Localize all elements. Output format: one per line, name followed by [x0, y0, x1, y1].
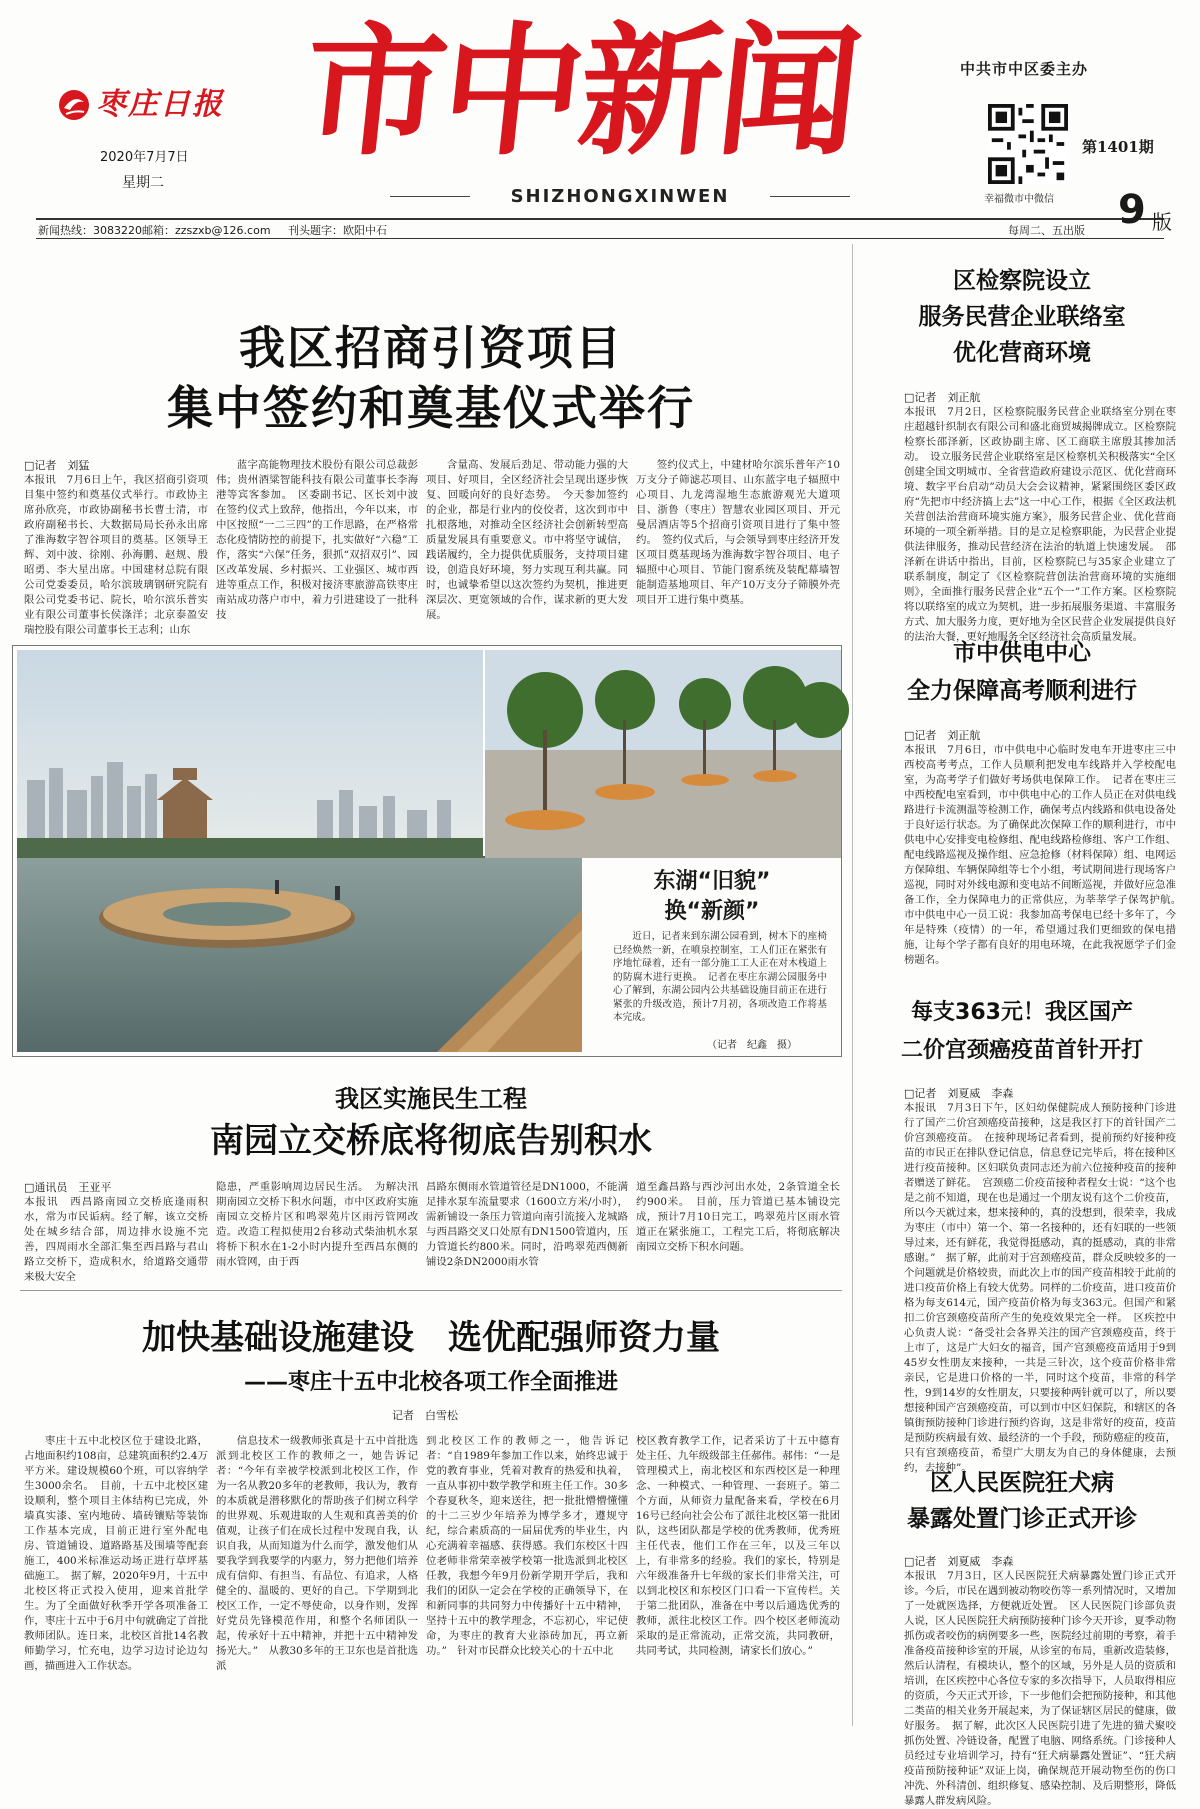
photo-headline-1: 东湖“旧貌” [653, 869, 771, 894]
vaccine-body [904, 1101, 1176, 1474]
rabies-body [904, 1569, 1176, 1807]
lead-col-4-text: 签约仪式上，中建材哈尔滨乐普年产10万支分子筛滤芯项目、山东蓝字电子辐照中心项目、九龙湾湿地生态旅游观光大道项目、浙鲁（枣庄）智慧农业园区项目、开元曼居酒店等5个招商引资项目进行了集中签约。 签约仪式后，与会领导到枣庄经济开发区项目奠基现场为淮海数字智谷项目、电子辐照中心项目、节能门窗系统及装配幕墙智能制造基地项目、年产10万支分子筛膜外壳项目开工进行集中奠基。 [636, 459, 840, 606]
livelihood-col-3 [426, 1180, 628, 1273]
livelihood-col-1-text: 本报讯 西昌路南园立交桥底逢雨积水，常为市民诟病。经了解，该立交桥处在城乡结合部，周边排水设施不完善，四周雨水全部汇集至西昌路与君山路立交桥下，造成积水，给道路交通带来极大安全 [24, 1196, 208, 1283]
proc-body [904, 405, 1176, 643]
secondary-photo-benches [483, 648, 839, 856]
lead-byline: □记者 刘猛 [24, 459, 90, 472]
rabies-body-text: 本报讯 7月3日，区人民医院狂犬病暴露处置门诊正式开诊。今后，市民在遇到被动物咬伤等一系列情况时，又增加了一处就医选择，方便就近处置。 区人民医院门诊部负责人说，区人民医院狂犬病预防接种门诊今天开诊，夏季动物抓伤或者咬伤的病例要多一些，医院经过前期的考察，着手准备疫苗接种诊室的开展，从诊室的布局，重新改造装修，然后认清程，有模块认，整个的区域，另外是人员的资质和培训，在区疾控中心各位专家的多次指导下，人员取得相应的资质，今天正式开诊，下一步他们会把预防接种，和其他二类苗的相关业务开展起来，为了保证辖区居民的健康，做好服务。 据了解，此次区人民医院引进了先进的猫犬聚咬抓伤处置、冷链设备，配置了电脑、网络系统。门诊接种人员经过专业培训学习，持有“狂犬病暴露处置证”、“狂犬病疫苗预防接种证”双证上岗，确保规范开展动物至伤的伤口冲洗、外科清创、组织修复、感染控制、及后期整形，降低暴露人群发病风险。 [904, 1570, 1176, 1807]
lead-story [20, 244, 842, 636]
school-story [20, 1296, 842, 1726]
proc-body-text: 本报讯 7月2日，区检察院服务民营企业联络室分别在枣庄超越针织制衣有限公司和盛北商贸城揭牌成立。区检察院检察长邵泽新，区政协副主席、区工商联主席殷其掺加活动。 设立服务民营企业联络室是区检察机关积极落实“全区创建全国文明城市、全省营造政府建设示范区、优化营商环境、数字平台启动”动员大会会议精神，紧紧围绕区委区政府“先把市中经济搞上去”这一中心工作，根据《全区政法机关营创法治营商环境实施方案》，服务民营企业、优化营商环境的一项全新举措。目的是立足检察职能，为民营企业提供法律服务，推动民营经济在法治的轨道上快速发展。 邵泽新在讲话中指出，目前，区检察院已与35家企业建立了联系制度，制定了《区检察院营创法治营商环境的实施细则》，全面推行服务民营企业“五个一”工作方案。区检察院将以联络室的成立为契机，进一步拓展服务渠道、丰富服务方式、加大服务力度，更好地为全区民营企业发展提供良好的法治大餐，更好地服务全区经济社会高质量发展。 [904, 406, 1176, 643]
proc-headline-3: 优化营商环境 [953, 340, 1091, 366]
school-col-1-text: 枣庄十五中北校区位于建设北路，占地面积约108亩，总建筑面积约2.4万平方米。建设规模60个班，可以容纳学生3000余名。 目前，十五中北校区建设顺利，整个项目主体结构已完成，外墙真实漆、室内地砖、墙砖镶贴等装饰工作基本完成，目前正进行室外配电房、管道铺设、道路路基及围墙等配套施工，400米标准运动场正进行草坪基础施工。 据了解，2020年9月，十五中北校区将正式投入使用，迎来首批学生。为了全面做好秋季开学各项准备工作，枣庄十五中于6月中旬就确定了首批教师团队。连日来，北校区首批14名教师勤学习，忙充电，边学习边讨论边勾画，描画进入工作状态。 [24, 1435, 208, 1672]
school-col-4-text: 校区教育教学工作，记者采访了十五中德育处主任、九年级级部主任郝伟。郝伟：“一是管理模式上，南北校区和东西校区是一种理念、一种模式、一种管理、一套班子。第二个方面，从师资力量配备来看，学校在6月16号已经向社会公布了派往北校区第一批团队，这些团队都是学校的优秀教师，优秀班主任代表，他们工作在三年，以及三年以上，有非常多的经验。我们的家长，特别是六年级准备升七年级的家长们非常关注，可以到北校区和东校区门口看一下宣传栏。关于第二批团队，准备在中考以后通选优秀的教师，派往北校区工作。四个校区老师流动采取的是正常流动，正常交流，共同教研，共同考试，共同检测，请家长们放心。” [636, 1435, 840, 1657]
news-hotline: 新闻热线：3083220 [38, 224, 142, 237]
section-divider [20, 1290, 842, 1291]
rabies-headline-2: 暴露处置门诊正式开诊 [907, 1506, 1137, 1532]
paper-logo [56, 86, 246, 126]
proc-headline-2: 服务民营企业联络室 [918, 304, 1126, 330]
school-byline: 记者 白雪松 [392, 1409, 458, 1422]
vaccine-headline-2: 二价宫颈癌疫苗首针开打 [900, 1038, 1143, 1063]
livelihood-story [20, 1066, 842, 1284]
school-col-2-text: 信息技术一级教师张真是十五中首批选派到北校区工作的教师之一，她告诉记者：“今年有幸被学校派到北校区工作，作为一名从教20多年的老教师，我认为，教育的本质就是潜移默化的帮助孩子们树立科学的世界观、乐观进取的人生观和真善美的价值观，让孩子们在成长过程中发现自我，认识自我，从而知道为什么而学，激发他们从要我学到我要学的内驱力，努力把他们培养成有信仰、有担当、有品位、有追求，人格健全的、温暖的、更好的自己。下学期到北校区工作，一定不辱使命，以身作则，发挥好党员先锋模范作用，和整个名师团队一起，传承好十五中精神，并把十五中精神发扬光大。” 从教30多年的王卫东也是首批选派 [216, 1435, 418, 1672]
info-bar-bottom-rule [36, 238, 1164, 239]
livelihood-col-4 [636, 1180, 840, 1273]
paper-logo-icon [56, 88, 92, 122]
wechat-label: 幸福微市中微信 [984, 194, 1054, 205]
lead-col-1-text: 本报讯 7月6日上午，我区招商引资项目集中签约和奠基仪式举行。市政协主席孙欣亮，市政协副秘书长曹士清，市政府副秘书长、大数据局局长孙永出席了淮海数字智谷项目的奠基。区领导王辉、刘中波、徐刚、孙海鹏、赵规、殷昭勇、李大星出席。中国建材总院有限公司党委委员，哈尔滨玻璃钢研究院有限公司党委书记、院长，哈尔滨乐普实业有限公司董事长侯涤洋；北京泰盈安瑞控股有限公司董事长王志利；山东 [24, 474, 208, 636]
vaccine-byline: □记者 刘夏威 李森 [904, 1087, 1014, 1100]
school-headline: 加快基础设施建设 选优配强师资力量 [142, 1318, 720, 1358]
lead-col-2 [216, 458, 418, 633]
edition-number: 9 [1118, 187, 1146, 233]
livelihood-col-1 [24, 1195, 208, 1283]
pinyin-rule-left [390, 196, 470, 197]
photo-caption [613, 930, 827, 1038]
sidebar [862, 244, 1187, 1807]
proc-byline: □记者 刘正航 [904, 391, 981, 404]
photo-caption-text: 近日，记者来到东湖公园看到，树木下的座椅已经焕然一新，在噴泉控制室，工人们正在紧张有序地忙碌着，还有一部分施工工人正在对木栈道上的防腐木进行更换。 记者在枣庄东湖公园服务中心了解到，东湖公园内公共基础设施目前正在进行紧张的升级改造，预计7月初，各项改造工作将基本完成。 [613, 931, 827, 1023]
rabies-headline-1: 区人民医院狂犬病 [930, 1470, 1114, 1496]
livelihood-col-4-text: 道至鑫昌路与西沙河出水处，2条管道全长约900米。 目前，压力管道已基本铺设完成，预计7月10日完工，鸣翠苑片区雨水管道正在紧张施工，工程完工后，将彻底解决南园立交桥下积水问题。 [636, 1181, 840, 1253]
title-calligrapher: 刊头题字：欧阳中石 [288, 224, 387, 237]
school-col-4 [636, 1434, 840, 1722]
livelihood-col-2-text: 隐患，严重影响周边居民生活。 为解决汛期南园立交桥下积水问题，市中区政府实施南园立交桥片区和鸣翠苑片区雨污管网改造。改造工程拟使用2台移动式柴油机水泵将桥下积水在1-2小时内提升至西昌东侧的雨水管网，由于西 [216, 1181, 418, 1268]
photo-feature [12, 645, 842, 1057]
vaccine-headline-1: 每支363元！我区国产 [911, 1000, 1133, 1025]
title-pinyin: SHIZHONGXINWEN [510, 186, 730, 207]
lead-headline-1: 我区招商引资项目 [239, 321, 623, 375]
lead-col-4 [636, 458, 840, 633]
power-byline: □记者 刘正航 [904, 729, 981, 742]
school-col-3 [426, 1434, 628, 1722]
info-bar-top-rule [36, 218, 1164, 220]
lead-col-1 [24, 473, 208, 636]
power-body-text: 本报讯 7月6日，市中供电中心临时发电车开进枣庄三中西校高考考点，工作人员顺利把发电车线路并入学校配电室，为高考学子们做好考场供电保障工作。 记者在枣庄三中西校配电室看到，市中供电中心的工作人员正在对供电线路进行卡流测温等检测工作，确保考点内线路和供电设备处于良好运行状态。为了确保此次保障工作的顺利进行，市中供电中心安排变电检修组、配电线路检修组、客户工作组、配电线路巡视及操作组、应急抢修（材料保障）组、电网运方保障组、车辆保障组等七个小组，考试期间进行现场客户巡视，同时对外线电源和变电站不间断巡视，并做好应急准备工作，全力保障电力的正常供应，为莘莘学子保驾护航。 市中供电中心一员工说：我参加高考保电已经十多年了，今年是特殊（疫情）的一年，希望通过我们更细致的保电措施，让每个学子都有良好的用电环境，在此我祝愿学子们金榜题名。 [904, 744, 1187, 966]
school-col-1 [24, 1434, 208, 1722]
paper-name: 枣庄日报 [96, 87, 224, 122]
issue-weekday: 星期二 [122, 175, 164, 191]
livelihood-headline-1: 我区实施民生工程 [335, 1085, 527, 1113]
sponsor: 中共市中区委主办 [960, 60, 1089, 78]
vaccine-body-text: 本报讯 7月3日下午，区妇幼保健院成人预防接种门诊进行了国产二价宫颈癌疫苗接种，这是我区打下的首针国产二价宫颈癌疫苗。 在接种现场记者看到，提前预约好接种疫苗的市民正在排队登记信息，信息登记完毕后，将在接种区进行疫苗接种。区妇联负责同志还为前六位接种疫苗的接种者赠送了鲜花。 宫颈癌二价疫苗接种者程女士说：“这个也是之前不知道，现在也是通过一个朋友说有这个二价疫苗，所以今天就过来，想来接种的，真的没想到，很荣幸，我成为枣庄（市中）第一个、第一名接种的，还有妇联的一些领导过来，还有鲜花，我觉得挺感动，真的挺感动，真的非常感谢。” 据了解，此前对于宫颈癌疫苗，群众反映较多的一个问题就是价格较贵，而此次上市的国产疫苗相较于此前的进口疫苗价格上有较大优势。同样的二价疫苗，进口疫苗价格为每支614元，国产疫苗价格为每支363元。但国产和紧扣二价宫颈癌疫苗所产生的免疫效果完全一样。 区疾控中心负责人说：“备受社会各界关注的国产宫颈癌疫苗，终于上市了，这是广大妇女的福音，国产宫颈癌疫苗适用于9到45岁女性朋友来接种，一共是三针次，这个疫苗价格非常亲民，它是进口价格的一半，同时这个疫苗，非常的科学性，9到14岁的女性朋友，只要接种两针就可以了，所以要想接种国产宫颈癌疫苗，可以到市中区妇保院，和辖区的各镇街预防接种门诊进行预约咨询，这是非常好的疫苗，疫苗是预防疾病最有效、最经济的一个手段，预防癌症的疫苗，只有宫颈癌疫苗，希望广大朋友为自己的身体健康，去预约，去接种”。 [904, 1102, 1176, 1474]
school-subheadline: ——枣庄十五中北校各项工作全面推进 [243, 1370, 618, 1395]
lead-headline-2: 集中签约和奠基仪式举行 [167, 381, 695, 435]
wechat-qr-code [988, 104, 1068, 184]
livelihood-col-3-text: 昌路东侧雨水管道管径是DN1000，不能满足排水泵车流量要求（1600立方米/小时），需新铺设一条压力管道向南引流接入龙城路与西昌路交叉口处原有DN1500管道内，压力管道长约800米。同时，沿鸣翠苑西侧新铺设2条DN2000雨水管 [426, 1181, 628, 1268]
paper-title: 市中新闻 [295, 9, 865, 175]
masthead [0, 0, 1200, 237]
issue-number: 第1401期 [1082, 138, 1154, 156]
power-headline-2: 全力保障高考顺利进行 [907, 678, 1137, 704]
rabies-byline: □记者 刘夏威 李森 [904, 1555, 1014, 1568]
lead-col-3 [426, 458, 628, 633]
school-col-3-text: 到北校区工作的教师之一，他告诉记者：“自1989年参加工作以来，始终忠诚于党的教育事业，凭着对教育的热爱和执着，一直从事初中数学教学和班主任工作。30多个春夏秋冬，迎来送往，把一批批懵懵懂懂的十二三岁少年培养为博学多才，遵规守纪，综合素质高的一届届优秀的毕业生，内心充满着幸福感、获得感。我们东校区十四位老师非常荣幸被学校第一批选派到北校区任教，我想今年9月份新学期开学后，我和我们的团队一定会在学校的正确领导下，在和新同事的共同努力中传播好十五中精神，坚持十五中的教学理念，不忘初心，牢记使命，为枣庄的教育大业添砖加瓦，再立新功。” 针对市民群众比较关心的十五中北 [426, 1435, 628, 1657]
proc-headline-1: 区检察院设立 [953, 268, 1091, 294]
pinyin-rule-right [770, 196, 850, 197]
school-col-2 [216, 1434, 418, 1722]
livelihood-headline-2: 南园立交桥底将彻底告别积水 [210, 1121, 652, 1161]
photo-credit: （记者 纪鑫 摄） [707, 1040, 797, 1051]
livelihood-byline: □通讯员 王亚平 [24, 1181, 112, 1194]
lead-col-2-text: 蓝字高能物理技术股份有限公司总裁彭伟；贵州酒粱智能科技有限公司董事长李海港等宾客参加。 区委副书记、区长刘中波在签约仪式上致辞，他指出，今年以来，市中区按照“一二三四”的工作思路，在严格常态化疫情防控的前提下，扎实做好“六稳”工作，落实“六保”任务，狠抓“双招双引”、园区改革发展、乡村振兴、工业强区、城市西进等重点工作，积极对接济枣旅游高铁枣庄南站成功落户市中，着力引进建设了一批科技 [216, 459, 418, 621]
sidebar-divider [852, 244, 853, 1726]
power-body [904, 743, 1187, 977]
livelihood-col-2 [216, 1180, 418, 1273]
issue-date: 2020年7月7日 [100, 150, 189, 165]
lead-col-3-text: 含量高、发展后劲足、带动能力强的大项目、好项目，全区经济社会呈现出逐步恢复、回暖向好的良好态势。 今天参加签约的企业，都是行业内的佼佼者，这次到市中扎根落地，对推动全区经济社会创新转型高质量发展具有重要意义。市中将坚守诚信，践诺履约，全力提供优质服务，支持项目建设，创造良好环境，努力实现互利共赢。同时，也诚挚希望以这次签约为契机，推进更深层次、更宽领域的合作，谋求新的更大发展。 [426, 459, 628, 621]
contact-email: 邮箱：zzszxb@126.com [142, 224, 271, 237]
power-headline-1: 市中供电中心 [953, 640, 1091, 666]
publish-schedule: 每周二、五出版 [1008, 224, 1085, 237]
photo-headline-2: 换“新颜” [664, 899, 760, 924]
edition-label: 版 [1152, 210, 1172, 234]
